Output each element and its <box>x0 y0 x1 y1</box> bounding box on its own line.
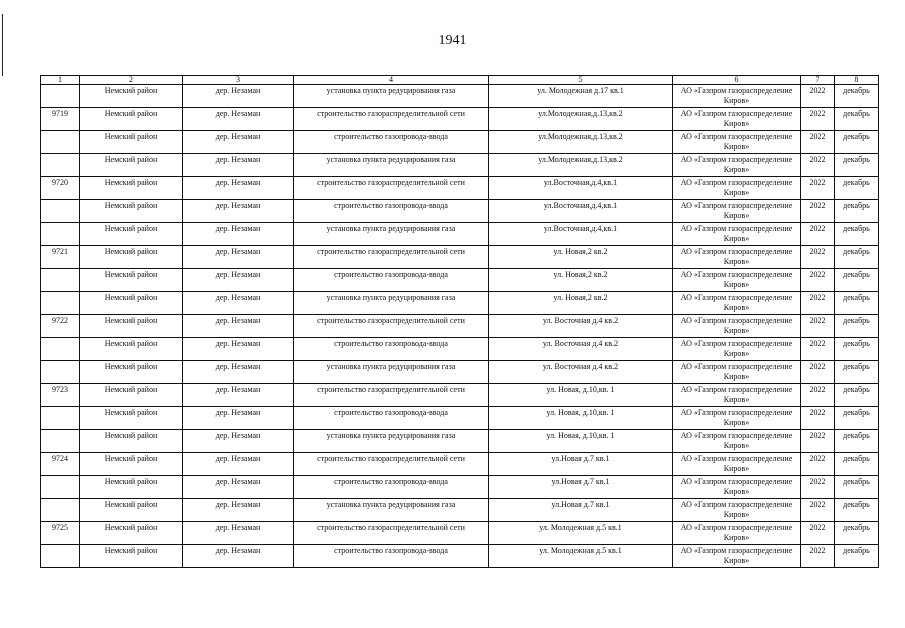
organization-cell: АО «Газпром газораспределение Киров» <box>673 292 801 315</box>
month-cell: декабрь <box>835 476 879 499</box>
address-cell: ул.Восточная,д.4,кв.1 <box>489 223 673 246</box>
organization-cell: АО «Газпром газораспределение Киров» <box>673 499 801 522</box>
organization-cell: АО «Газпром газораспределение Киров» <box>673 177 801 200</box>
record-id-cell <box>41 85 80 108</box>
year-cell: 2022 <box>801 292 835 315</box>
address-cell: ул.Новая д.7 кв.1 <box>489 453 673 476</box>
work-type-cell: строительство газораспределительной сети <box>294 246 489 269</box>
district-cell: Немский район <box>80 338 183 361</box>
table-row <box>41 315 879 338</box>
address-cell: ул.Восточная,д.4,кв.1 <box>489 177 673 200</box>
address-cell: ул. Восточная д.4 кв.2 <box>489 338 673 361</box>
table-row <box>41 177 879 200</box>
settlement-cell: дер. Незаман <box>183 361 294 384</box>
work-type-cell: строительство газораспределительной сети <box>294 108 489 131</box>
column-header: 6 <box>673 76 801 85</box>
address-cell: ул. Новая, д.10,кв. 1 <box>489 430 673 453</box>
settlement-cell: дер. Незаман <box>183 131 294 154</box>
address-cell: ул.Молодежная,д.13,кв.2 <box>489 108 673 131</box>
record-id-cell <box>41 154 80 177</box>
organization-cell: АО «Газпром газораспределение Киров» <box>673 269 801 292</box>
organization-cell: АО «Газпром газораспределение Киров» <box>673 407 801 430</box>
year-cell: 2022 <box>801 154 835 177</box>
settlement-cell: дер. Незаман <box>183 269 294 292</box>
record-id-cell: 9725 <box>41 522 80 545</box>
work-type-cell: установка пункта редуцирования газа <box>294 361 489 384</box>
address-cell: ул. Новая, д.10,кв. 1 <box>489 407 673 430</box>
year-cell: 2022 <box>801 361 835 384</box>
record-id-cell: 9723 <box>41 384 80 407</box>
column-header: 1 <box>41 76 80 85</box>
address-cell: ул. Новая,2 кв.2 <box>489 269 673 292</box>
record-id-cell <box>41 292 80 315</box>
organization-cell: АО «Газпром газораспределение Киров» <box>673 154 801 177</box>
organization-cell: АО «Газпром газораспределение Киров» <box>673 453 801 476</box>
year-cell: 2022 <box>801 223 835 246</box>
district-cell: Немский район <box>80 453 183 476</box>
district-cell: Немский район <box>80 223 183 246</box>
record-id-cell: 9722 <box>41 315 80 338</box>
table-row <box>41 453 879 476</box>
month-cell: декабрь <box>835 85 879 108</box>
work-type-cell: установка пункта редуцирования газа <box>294 430 489 453</box>
district-cell: Немский район <box>80 384 183 407</box>
organization-cell: АО «Газпром газораспределение Киров» <box>673 246 801 269</box>
year-cell: 2022 <box>801 476 835 499</box>
settlement-cell: дер. Незаман <box>183 246 294 269</box>
month-cell: декабрь <box>835 131 879 154</box>
work-type-cell: установка пункта редуцирования газа <box>294 154 489 177</box>
column-header: 4 <box>294 76 489 85</box>
district-cell: Немский район <box>80 154 183 177</box>
column-header: 7 <box>801 76 835 85</box>
table-row <box>41 522 879 545</box>
month-cell: декабрь <box>835 384 879 407</box>
settlement-cell: дер. Незаман <box>183 338 294 361</box>
settlement-cell: дер. Незаман <box>183 85 294 108</box>
district-cell: Немский район <box>80 269 183 292</box>
table-row <box>41 545 879 568</box>
table-row <box>41 85 879 108</box>
work-type-cell: установка пункта редуцирования газа <box>294 499 489 522</box>
table-row <box>41 246 879 269</box>
organization-cell: АО «Газпром газораспределение Киров» <box>673 338 801 361</box>
record-id-cell <box>41 545 80 568</box>
address-cell: ул. Молодежная д.17 кв.1 <box>489 85 673 108</box>
district-cell: Немский район <box>80 407 183 430</box>
record-id-cell <box>41 223 80 246</box>
gas-works-table <box>40 75 879 568</box>
month-cell: декабрь <box>835 154 879 177</box>
settlement-cell: дер. Незаман <box>183 200 294 223</box>
month-cell: декабрь <box>835 108 879 131</box>
month-cell: декабрь <box>835 292 879 315</box>
month-cell: декабрь <box>835 430 879 453</box>
month-cell: декабрь <box>835 177 879 200</box>
month-cell: декабрь <box>835 223 879 246</box>
settlement-cell: дер. Незаман <box>183 384 294 407</box>
work-type-cell: строительство газопровода-ввода <box>294 131 489 154</box>
table-row <box>41 223 879 246</box>
month-cell: декабрь <box>835 338 879 361</box>
district-cell: Немский район <box>80 499 183 522</box>
district-cell: Немский район <box>80 246 183 269</box>
organization-cell: АО «Газпром газораспределение Киров» <box>673 108 801 131</box>
table-row <box>41 430 879 453</box>
year-cell: 2022 <box>801 108 835 131</box>
record-id-cell <box>41 476 80 499</box>
record-id-cell <box>41 499 80 522</box>
address-cell: ул. Восточная д.4 кв.2 <box>489 361 673 384</box>
month-cell: декабрь <box>835 407 879 430</box>
work-type-cell: установка пункта редуцирования газа <box>294 223 489 246</box>
year-cell: 2022 <box>801 338 835 361</box>
organization-cell: АО «Газпром газораспределение Киров» <box>673 223 801 246</box>
district-cell: Немский район <box>80 361 183 384</box>
settlement-cell: дер. Незаман <box>183 407 294 430</box>
year-cell: 2022 <box>801 453 835 476</box>
record-id-cell: 9721 <box>41 246 80 269</box>
district-cell: Немский район <box>80 545 183 568</box>
month-cell: декабрь <box>835 246 879 269</box>
settlement-cell: дер. Незаман <box>183 154 294 177</box>
settlement-cell: дер. Незаман <box>183 453 294 476</box>
year-cell: 2022 <box>801 545 835 568</box>
column-header: 3 <box>183 76 294 85</box>
table-row <box>41 476 879 499</box>
month-cell: декабрь <box>835 499 879 522</box>
district-cell: Немский район <box>80 200 183 223</box>
settlement-cell: дер. Незаман <box>183 430 294 453</box>
month-cell: декабрь <box>835 545 879 568</box>
address-cell: ул.Новая д.7 кв.1 <box>489 499 673 522</box>
work-type-cell: строительство газораспределительной сети <box>294 384 489 407</box>
table-row <box>41 361 879 384</box>
table-row <box>41 384 879 407</box>
year-cell: 2022 <box>801 269 835 292</box>
address-cell: ул.Молодежная,д.13,кв.2 <box>489 154 673 177</box>
table-row <box>41 338 879 361</box>
address-cell: ул. Восточная д.4 кв.2 <box>489 315 673 338</box>
settlement-cell: дер. Незаман <box>183 108 294 131</box>
district-cell: Немский район <box>80 177 183 200</box>
year-cell: 2022 <box>801 407 835 430</box>
district-cell: Немский район <box>80 292 183 315</box>
page-number: 1941 <box>438 33 467 48</box>
work-type-cell: установка пункта редуцирования газа <box>294 85 489 108</box>
work-type-cell: строительство газораспределительной сети <box>294 453 489 476</box>
table-row <box>41 269 879 292</box>
organization-cell: АО «Газпром газораспределение Киров» <box>673 131 801 154</box>
column-header: 5 <box>489 76 673 85</box>
organization-cell: АО «Газпром газораспределение Киров» <box>673 384 801 407</box>
column-header: 8 <box>835 76 879 85</box>
settlement-cell: дер. Незаман <box>183 315 294 338</box>
organization-cell: АО «Газпром газораспределение Киров» <box>673 476 801 499</box>
year-cell: 2022 <box>801 499 835 522</box>
address-cell: ул. Новая,2 кв.2 <box>489 246 673 269</box>
work-type-cell: строительство газораспределительной сети <box>294 522 489 545</box>
column-number-row <box>41 76 879 85</box>
organization-cell: АО «Газпром газораспределение Киров» <box>673 315 801 338</box>
record-id-cell <box>41 338 80 361</box>
table-row <box>41 200 879 223</box>
work-type-cell: строительство газопровода-ввода <box>294 476 489 499</box>
column-header: 2 <box>80 76 183 85</box>
record-id-cell <box>41 430 80 453</box>
table-row <box>41 154 879 177</box>
settlement-cell: дер. Незаман <box>183 499 294 522</box>
address-cell: ул.Молодежная,д.13,кв.2 <box>489 131 673 154</box>
year-cell: 2022 <box>801 430 835 453</box>
address-cell: ул. Молодежная д.5 кв.1 <box>489 522 673 545</box>
month-cell: декабрь <box>835 200 879 223</box>
record-id-cell <box>41 131 80 154</box>
work-type-cell: строительство газопровода-ввода <box>294 269 489 292</box>
settlement-cell: дер. Незаман <box>183 476 294 499</box>
month-cell: декабрь <box>835 269 879 292</box>
month-cell: декабрь <box>835 522 879 545</box>
settlement-cell: дер. Незаман <box>183 177 294 200</box>
year-cell: 2022 <box>801 384 835 407</box>
year-cell: 2022 <box>801 177 835 200</box>
district-cell: Немский район <box>80 315 183 338</box>
work-type-cell: строительство газопровода-ввода <box>294 338 489 361</box>
organization-cell: АО «Газпром газораспределение Киров» <box>673 361 801 384</box>
year-cell: 2022 <box>801 315 835 338</box>
settlement-cell: дер. Незаман <box>183 292 294 315</box>
work-type-cell: строительство газораспределительной сети <box>294 315 489 338</box>
work-type-cell: строительство газопровода-ввода <box>294 545 489 568</box>
year-cell: 2022 <box>801 131 835 154</box>
address-cell: ул. Молодежная д.5 кв.1 <box>489 545 673 568</box>
year-cell: 2022 <box>801 85 835 108</box>
record-id-cell <box>41 361 80 384</box>
year-cell: 2022 <box>801 200 835 223</box>
work-type-cell: установка пункта редуцирования газа <box>294 292 489 315</box>
record-id-cell <box>41 407 80 430</box>
address-cell: ул.Новая д.7 кв.1 <box>489 476 673 499</box>
district-cell: Немский район <box>80 131 183 154</box>
record-id-cell: 9724 <box>41 453 80 476</box>
table-row <box>41 108 879 131</box>
work-type-cell: строительство газораспределительной сети <box>294 177 489 200</box>
record-id-cell <box>41 269 80 292</box>
settlement-cell: дер. Незаман <box>183 545 294 568</box>
table-row <box>41 131 879 154</box>
district-cell: Немский район <box>80 108 183 131</box>
settlement-cell: дер. Незаман <box>183 223 294 246</box>
table-row <box>41 407 879 430</box>
work-type-cell: строительство газопровода-ввода <box>294 200 489 223</box>
organization-cell: АО «Газпром газораспределение Киров» <box>673 430 801 453</box>
work-type-cell: строительство газопровода-ввода <box>294 407 489 430</box>
organization-cell: АО «Газпром газораспределение Киров» <box>673 522 801 545</box>
organization-cell: АО «Газпром газораспределение Киров» <box>673 545 801 568</box>
address-cell: ул.Восточная,д.4,кв.1 <box>489 200 673 223</box>
table-row <box>41 499 879 522</box>
record-id-cell <box>41 200 80 223</box>
settlement-cell: дер. Незаман <box>183 522 294 545</box>
organization-cell: АО «Газпром газораспределение Киров» <box>673 200 801 223</box>
district-cell: Немский район <box>80 476 183 499</box>
district-cell: Немский район <box>80 85 183 108</box>
record-id-cell: 9720 <box>41 177 80 200</box>
month-cell: декабрь <box>835 453 879 476</box>
month-cell: декабрь <box>835 361 879 384</box>
month-cell: декабрь <box>835 315 879 338</box>
year-cell: 2022 <box>801 246 835 269</box>
district-cell: Немский район <box>80 522 183 545</box>
address-cell: ул. Новая, д.10,кв. 1 <box>489 384 673 407</box>
address-cell: ул. Новая,2 кв.2 <box>489 292 673 315</box>
organization-cell: АО «Газпром газораспределение Киров» <box>673 85 801 108</box>
table-body <box>41 85 879 568</box>
year-cell: 2022 <box>801 522 835 545</box>
district-cell: Немский район <box>80 430 183 453</box>
record-id-cell: 9719 <box>41 108 80 131</box>
table-row <box>41 292 879 315</box>
